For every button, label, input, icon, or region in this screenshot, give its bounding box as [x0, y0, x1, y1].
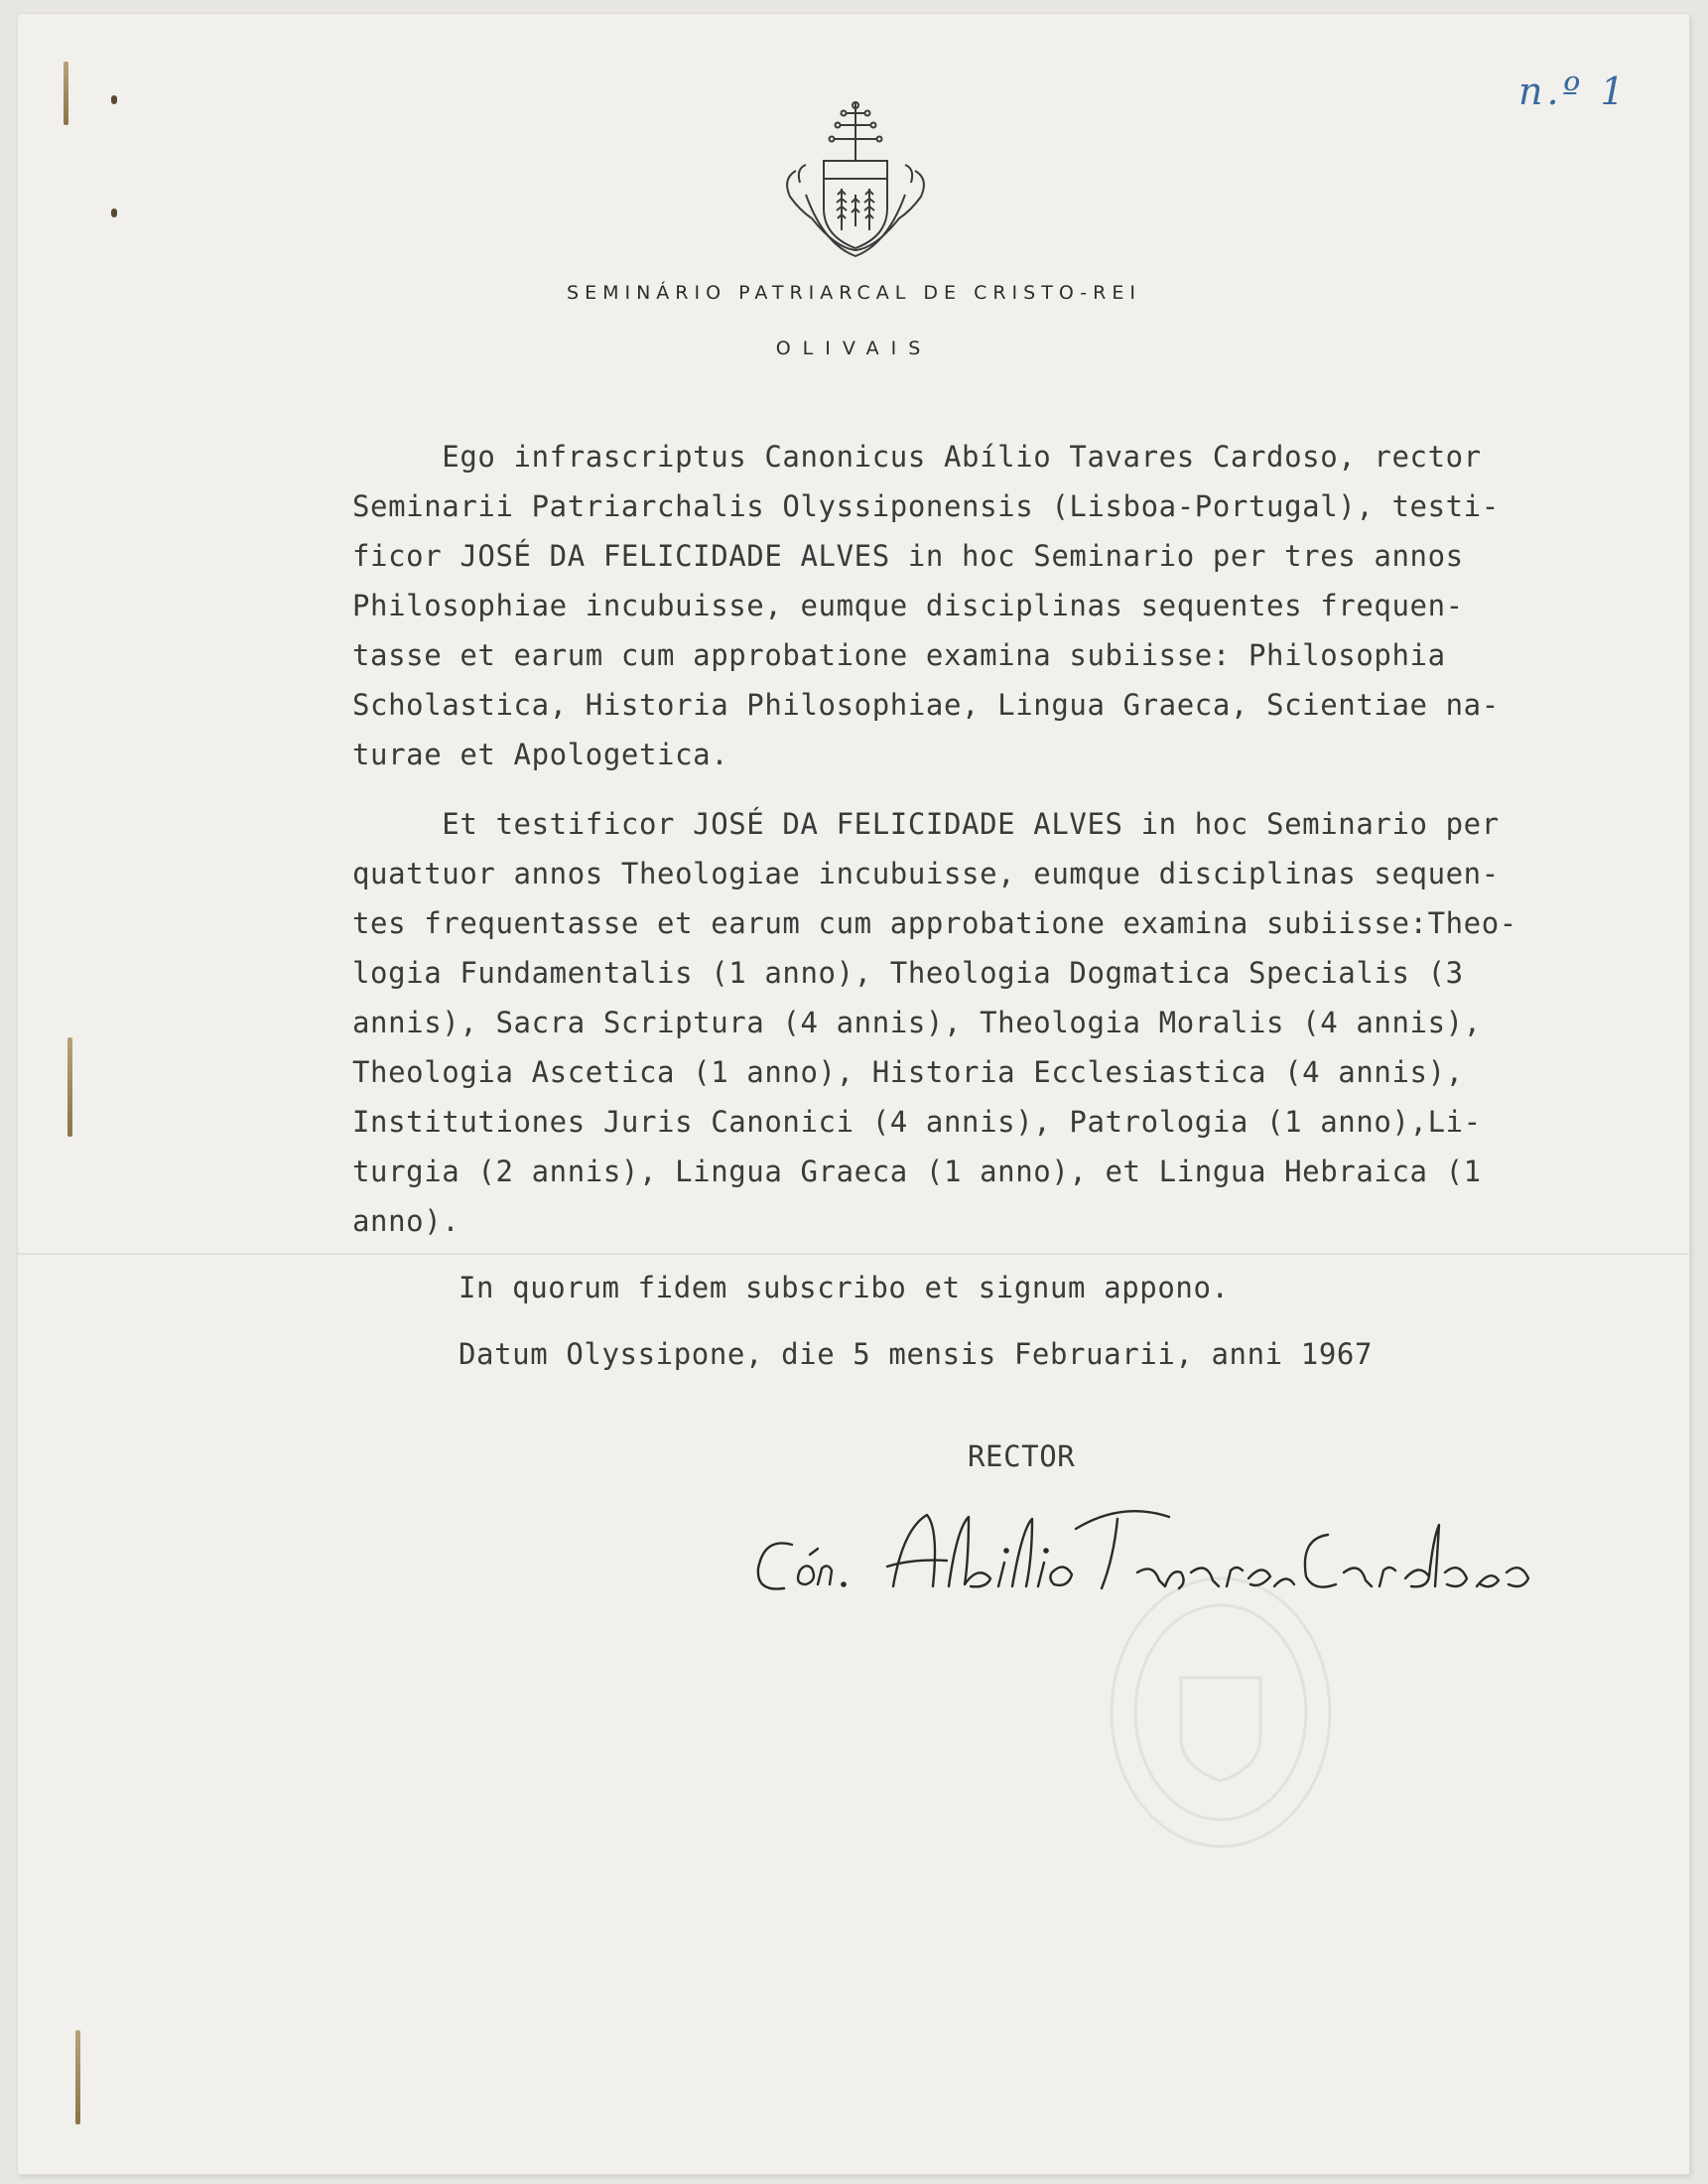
body-paragraph-theology [352, 799, 1682, 1246]
text-line: tes frequentasse et earum cum approbatione examina subiisse:Theo- [352, 906, 1517, 940]
text-line: Philosophiae incubuisse, eumque disciplinas sequentes frequen- [352, 589, 1464, 622]
rector-signature [744, 1489, 1588, 1618]
text-line: Ego infrascriptus Canonicus Abílio Tavares Cardoso, rector [352, 440, 1482, 474]
date-line: Datum Olyssipone, die 5 mensis Februarii, anni 1967 [459, 1337, 1374, 1371]
text-line: Et testificor JOSÉ DA FELICIDADE ALVES in hoc Seminario per [352, 807, 1500, 841]
text-line: annis), Sacra Scriptura (4 annis), Theologia Moralis (4 annis), [352, 1006, 1482, 1039]
staple-middle [67, 1037, 72, 1137]
binding-hole-upper [111, 208, 117, 217]
institution-place: OLIVAIS [775, 338, 933, 359]
text-line: turgia (2 annis), Lingua Graeca (1 anno), et Lingua Hebraica (1 [352, 1155, 1482, 1188]
signatory-title: RECTOR [968, 1439, 1076, 1473]
text-line: turae et Apologetica. [352, 738, 729, 771]
signature-text [744, 1489, 745, 1490]
binding-hole-top [111, 95, 117, 104]
body-paragraph-philosophy [352, 432, 1682, 779]
staple-top [64, 62, 68, 125]
text-line: Scholastica, Historia Philosophiae, Lingua Graeca, Scientiae na- [352, 688, 1500, 722]
text-line: tasse et earum cum approbatione examina subiisse: Philosophia [352, 638, 1446, 672]
text-line: Theologia Ascetica (1 anno), Historia Ecclesiastica (4 annis), [352, 1055, 1464, 1089]
text-line: anno). [352, 1204, 460, 1238]
text-line: logia Fundamentalis (1 anno), Theologia Dogmatica Specialis (3 [352, 956, 1464, 990]
text-line: quattuor annos Theologiae incubuisse, eumque disciplinas sequen- [352, 857, 1500, 890]
text-line: ficor JOSÉ DA FELICIDADE ALVES in hoc Seminario per tres annos [352, 539, 1464, 573]
page-number-annotation: n.º 1 [1518, 69, 1629, 113]
closing-formula: In quorum fidem subscribo et signum appono. [459, 1271, 1230, 1304]
institution-name: SEMINÁRIO PATRIARCAL DE CRISTO-REI [567, 282, 1141, 304]
page-fold-line [18, 1253, 1689, 1255]
text-line: Institutiones Juris Canonici (4 annis), Patrologia (1 anno),Li- [352, 1105, 1482, 1139]
seminary-crest-logo [776, 99, 935, 268]
staple-bottom [75, 2030, 80, 2124]
text-line: Seminarii Patriarchalis Olyssiponensis (Lisboa-Portugal), testi- [352, 489, 1500, 523]
